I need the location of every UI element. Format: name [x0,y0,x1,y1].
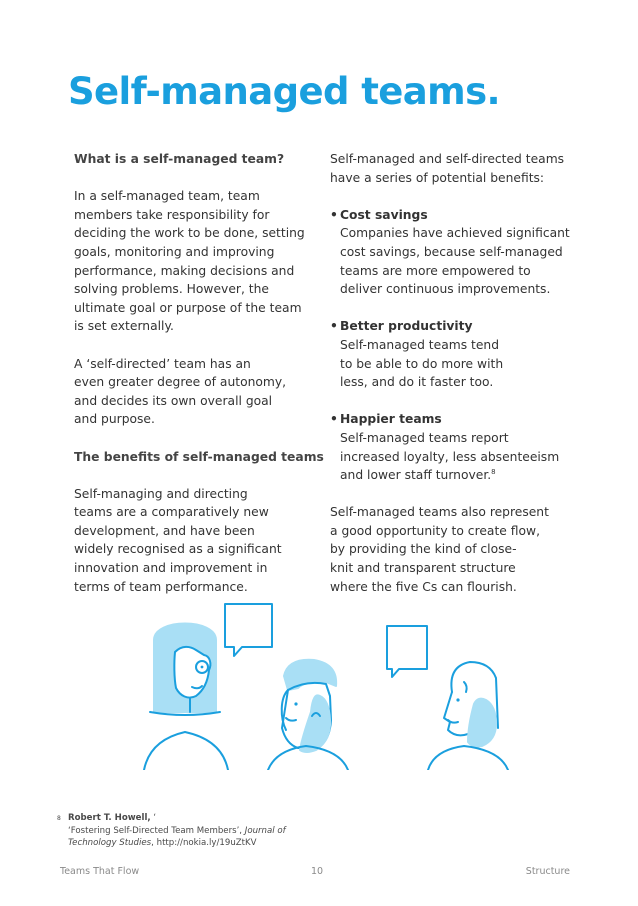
text-line: A ‘self-directed’ team has an [74,356,251,371]
bullet-better-productivity [330,317,575,391]
page-title: Self-managed teams. [68,70,500,113]
text-line: even greater degree of autonomy, [74,375,287,390]
text-line: knit and transparent structure [330,561,516,576]
footnote-reference[interactable]: 8 [491,468,496,476]
paragraph-outro [330,503,575,596]
team-conversation-illustration [130,600,530,770]
text-line: development, and have been [74,523,255,538]
paragraph-intro [330,150,575,187]
footnote-link[interactable]: , http://nokia.ly/19uZtKV [151,838,257,849]
text-line: is set externally. [74,319,174,334]
text-line: solving problems. However, the [74,282,269,297]
footer-publication: Teams That Flow [60,866,140,877]
text-line: teams are a comparatively new [74,505,269,520]
text-line: ultimate goal or purpose of the team [74,300,302,315]
bullet-dot-icon: • [330,319,338,334]
paragraph-self-directed [74,355,314,429]
text-line: teams are more empowered to [340,263,531,278]
text-line: by providing the kind of close- [330,542,517,557]
text-line: innovation and improvement in [74,561,268,576]
text-line: Self-managed teams report [340,430,509,445]
text-line: have a series of potential benefits: [330,170,545,185]
text-line: where the five Cs can flourish. [330,579,517,594]
text-line: performance, making decisions and [74,263,295,278]
footnote-author: Robert T. Howell, [68,813,151,823]
text-line: increased loyalty, less absenteeism [340,449,560,464]
text-line: and decides its own overall goal [74,393,273,408]
left-column [74,150,324,615]
page-number: 10 [311,866,324,877]
footer-section: Structure [525,866,570,877]
text-line: deliver continuous improvements. [340,282,551,297]
text-line: In a self-managed team, team [74,189,260,204]
text-line: a good opportunity to create flow, [330,523,540,538]
man-icon [428,662,508,770]
text-line: to be able to do more with [340,356,504,371]
text-line: members take responsibility for [74,207,270,222]
woman-icon [144,624,228,771]
text-line: Self-managed teams tend [340,337,500,352]
section-heading-what-is: What is a self-managed team? [74,152,285,166]
right-column [330,150,575,615]
footnote-number: 8 [57,815,61,822]
text-line: and purpose. [74,412,155,427]
text-line: goals, monitoring and improving [74,244,275,259]
footnote-journal: Technology Studies [68,838,152,849]
text-line: widely recognised as a significant [74,542,282,557]
footnote-author-tail: ‘ [153,813,157,823]
bullet-dot-icon: • [330,412,338,427]
text-line: cost savings, because self-managed [340,244,563,259]
speech-bubble-icon [225,604,272,656]
bullet-cost-savings [330,206,575,299]
paragraph-benefits [74,485,314,597]
bullet-dot-icon: • [330,207,338,222]
bullet-happier-teams [330,410,575,484]
footnote [57,812,286,850]
text-line: terms of team performance. [74,579,248,594]
footnote-journal: Journal of [244,825,286,836]
text-line: Companies have achieved significant [340,226,570,241]
text-line: less, and do it faster too. [340,375,494,390]
text-line: Self-managed and self-directed teams [330,152,565,166]
text-line: Self-managing and directing [74,486,248,501]
man-icon [268,660,348,770]
bullet-heading: Cost savings [340,207,428,222]
paragraph-definition [74,187,314,336]
text-line: and lower staff turnover. [340,468,492,483]
bullet-heading: Happier teams [340,412,442,427]
section-heading-benefits: The benefits of self-managed teams [74,449,324,464]
bullet-heading: Better productivity [340,319,473,334]
text-line: Self-managed teams also represent [330,505,549,520]
speech-bubble-icon [387,626,427,677]
footnote-article: ‘Fostering Self-Directed Team Members’, [68,825,243,836]
text-line: deciding the work to be done, setting [74,226,305,241]
